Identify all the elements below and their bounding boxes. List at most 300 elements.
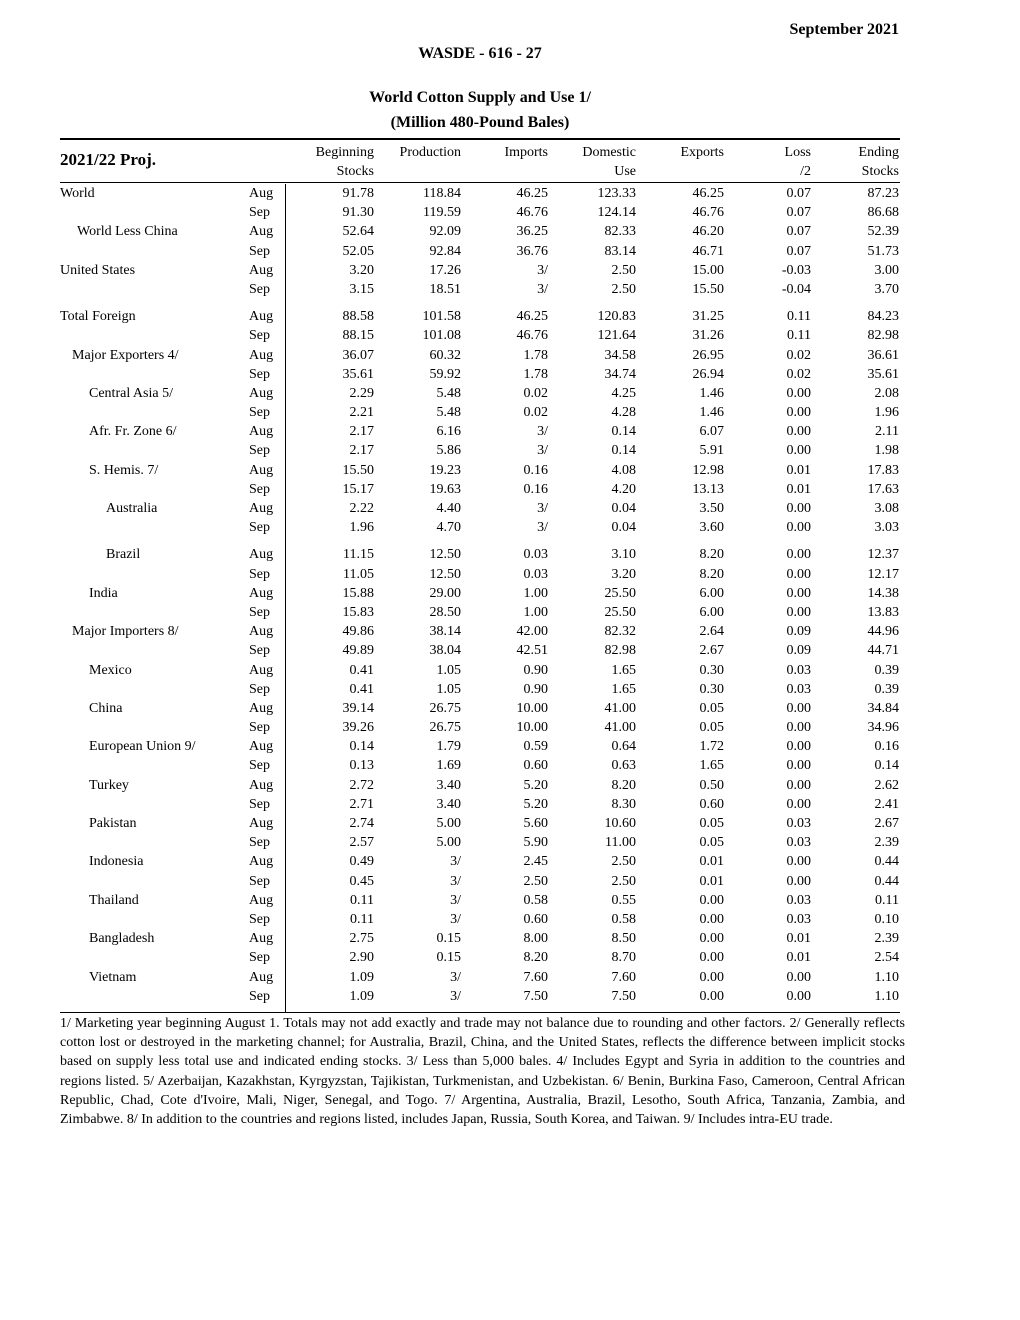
table-cell: 60.32 bbox=[429, 347, 461, 363]
table-cell: 2.90 bbox=[349, 950, 374, 966]
row-month: Aug bbox=[249, 931, 274, 947]
row-month: Aug bbox=[249, 462, 274, 478]
table-cell: 26.95 bbox=[692, 347, 724, 363]
table-cell: 119.59 bbox=[423, 205, 461, 221]
table-cell: 3/ bbox=[450, 988, 461, 1004]
table-cell: 1.10 bbox=[874, 969, 899, 985]
table-cell: 0.39 bbox=[874, 681, 899, 697]
row-month: Sep bbox=[249, 281, 270, 297]
table-cell: 3.20 bbox=[349, 262, 374, 278]
table-row bbox=[0, 756, 1020, 775]
row-month: Sep bbox=[249, 443, 270, 459]
table-cell: 17.26 bbox=[429, 262, 461, 278]
table-cell: 2.45 bbox=[523, 854, 548, 870]
row-label: Indonesia bbox=[89, 854, 144, 870]
row-month: Aug bbox=[249, 624, 274, 640]
table-cell: 3/ bbox=[450, 854, 461, 870]
table-cell: 86.68 bbox=[867, 205, 899, 221]
row-month: Sep bbox=[249, 911, 270, 927]
table-cell: 10.00 bbox=[516, 720, 548, 736]
table-cell: 52.05 bbox=[342, 243, 374, 259]
table-row bbox=[0, 872, 1020, 891]
table-cell: 0.00 bbox=[786, 405, 811, 421]
row-month: Aug bbox=[249, 969, 274, 985]
row-label: European Union 9/ bbox=[89, 739, 196, 755]
table-cell: 0.14 bbox=[349, 739, 374, 755]
table-cell: 0.00 bbox=[786, 604, 811, 620]
row-label: World bbox=[60, 186, 95, 201]
top-rule bbox=[60, 138, 900, 140]
table-row bbox=[0, 929, 1020, 948]
table-row bbox=[0, 852, 1020, 871]
row-label: India bbox=[89, 585, 118, 601]
row-label: United States bbox=[60, 262, 136, 278]
header-rule bbox=[60, 182, 900, 183]
table-cell: 17.83 bbox=[867, 462, 899, 478]
table-cell: 1.96 bbox=[349, 520, 374, 536]
row-label: Pakistan bbox=[89, 816, 137, 831]
table-cell: 3.00 bbox=[874, 262, 899, 278]
column-header-line2: Stocks bbox=[861, 164, 899, 179]
row-month: Sep bbox=[249, 328, 270, 344]
table-cell: 1.05 bbox=[436, 681, 461, 697]
column-header-line1: Beginning bbox=[315, 145, 374, 160]
table-cell: 36.07 bbox=[342, 347, 374, 363]
table-cell: 84.23 bbox=[867, 309, 899, 325]
table-row bbox=[0, 814, 1020, 833]
table-cell: 41.00 bbox=[604, 720, 636, 736]
row-label: S. Hemis. 7/ bbox=[89, 462, 159, 478]
column-header-line1: Imports bbox=[504, 145, 548, 160]
row-month: Aug bbox=[249, 262, 274, 278]
table-cell: 18.51 bbox=[429, 281, 461, 297]
table-cell: 3.60 bbox=[699, 520, 724, 536]
table-cell: 8.50 bbox=[611, 931, 636, 947]
row-month: Sep bbox=[249, 873, 270, 889]
table-row bbox=[0, 422, 1020, 441]
table-cell: 0.63 bbox=[611, 758, 636, 774]
table-cell: 3/ bbox=[537, 501, 548, 516]
table-cell: 41.00 bbox=[604, 700, 636, 716]
table-cell: 0.00 bbox=[699, 892, 724, 908]
table-cell: 1.46 bbox=[699, 405, 724, 421]
table-cell: 1.00 bbox=[523, 585, 548, 601]
table-cell: 0.16 bbox=[874, 739, 899, 755]
table-cell: 2.17 bbox=[349, 424, 374, 440]
table-cell: 0.00 bbox=[699, 911, 724, 927]
table-cell: 1.65 bbox=[611, 662, 636, 678]
table-cell: 0.16 bbox=[523, 462, 548, 478]
table-cell: 2.50 bbox=[523, 873, 548, 889]
table-cell: 0.03 bbox=[786, 911, 811, 927]
table-cell: 0.11 bbox=[787, 309, 811, 325]
row-month: Sep bbox=[249, 205, 270, 221]
table-cell: 36.76 bbox=[516, 243, 548, 259]
column-header-line1: Loss bbox=[784, 145, 811, 160]
table-cell: 88.58 bbox=[342, 309, 374, 325]
table-cell: 8.20 bbox=[611, 777, 636, 793]
table-cell: 8.20 bbox=[699, 547, 724, 563]
table-cell: 0.00 bbox=[699, 969, 724, 985]
row-month: Aug bbox=[249, 309, 274, 325]
table-cell: 46.20 bbox=[692, 224, 724, 240]
table-cell: 14.38 bbox=[867, 585, 899, 601]
row-month: Sep bbox=[249, 366, 270, 382]
table-cell: 6.16 bbox=[436, 424, 461, 440]
table-cell: 39.26 bbox=[342, 720, 374, 736]
table-row bbox=[0, 968, 1020, 987]
table-cell: 2.64 bbox=[699, 624, 724, 640]
table-row bbox=[0, 680, 1020, 699]
row-month: Aug bbox=[249, 854, 274, 870]
table-cell: 0.44 bbox=[874, 873, 899, 889]
table-cell: 92.09 bbox=[429, 224, 461, 240]
table-cell: 3.03 bbox=[874, 520, 899, 536]
table-cell: 4.28 bbox=[611, 405, 636, 421]
table-cell: 0.01 bbox=[699, 854, 724, 870]
table-cell: 25.50 bbox=[604, 585, 636, 601]
table-cell: 0.05 bbox=[699, 816, 724, 831]
table-cell: 82.32 bbox=[604, 624, 636, 640]
table-row bbox=[0, 641, 1020, 660]
table-cell: 0.00 bbox=[786, 969, 811, 985]
column-header-line1: Production bbox=[399, 145, 461, 160]
table-cell: 0.60 bbox=[699, 796, 724, 812]
table-cell: 0.00 bbox=[786, 758, 811, 774]
table-cell: 0.60 bbox=[523, 758, 548, 774]
table-cell: 4.25 bbox=[611, 385, 636, 401]
table-cell: 82.33 bbox=[604, 224, 636, 240]
table-cell: 1.05 bbox=[436, 662, 461, 678]
row-label: Mexico bbox=[89, 662, 132, 678]
row-month: Sep bbox=[249, 520, 270, 536]
table-cell: 2.57 bbox=[349, 835, 374, 851]
table-cell: 0.60 bbox=[523, 911, 548, 927]
table-cell: 0.02 bbox=[786, 366, 811, 382]
column-header-line2: Stocks bbox=[336, 164, 374, 179]
row-label: Afr. Fr. Zone 6/ bbox=[89, 424, 177, 440]
row-month: Aug bbox=[249, 224, 274, 240]
table-cell: 2.67 bbox=[699, 643, 724, 659]
table-cell: 4.20 bbox=[611, 481, 636, 497]
row-month: Aug bbox=[249, 739, 274, 755]
table-cell: 0.00 bbox=[786, 585, 811, 601]
table-row bbox=[0, 584, 1020, 603]
table-row bbox=[0, 499, 1020, 518]
table-cell: 1.00 bbox=[523, 604, 548, 620]
table-cell: 0.00 bbox=[699, 950, 724, 966]
table-cell: 15.88 bbox=[342, 585, 374, 601]
row-month: Sep bbox=[249, 720, 270, 736]
row-month: Aug bbox=[249, 816, 274, 831]
table-cell: 31.25 bbox=[692, 309, 724, 325]
row-label: Bangladesh bbox=[89, 931, 155, 947]
table-cell: 0.14 bbox=[611, 424, 636, 440]
table-cell: 13.13 bbox=[692, 481, 724, 497]
table-cell: 0.04 bbox=[611, 520, 636, 536]
table-cell: 34.96 bbox=[867, 720, 899, 736]
table-cell: 0.05 bbox=[699, 700, 724, 716]
table-row bbox=[0, 737, 1020, 756]
table-cell: 1.10 bbox=[874, 988, 899, 1004]
row-label: China bbox=[89, 700, 123, 716]
table-cell: 0.00 bbox=[786, 796, 811, 812]
table-cell: 0.00 bbox=[786, 443, 811, 459]
table-cell: 1.09 bbox=[349, 969, 374, 985]
table-cell: 0.30 bbox=[699, 662, 724, 678]
table-row bbox=[0, 661, 1020, 680]
table-cell: 12.50 bbox=[429, 547, 461, 563]
table-cell: 11.05 bbox=[343, 566, 374, 582]
row-month: Sep bbox=[249, 481, 270, 497]
table-row bbox=[0, 948, 1020, 967]
table-cell: 0.15 bbox=[436, 950, 461, 966]
table-cell: 0.00 bbox=[786, 566, 811, 582]
table-cell: 3.10 bbox=[611, 547, 636, 563]
table-cell: 2.62 bbox=[874, 777, 899, 793]
table-cell: 51.73 bbox=[867, 243, 899, 259]
table-cell: 29.00 bbox=[429, 585, 461, 601]
table-cell: 46.25 bbox=[516, 186, 548, 201]
table-row bbox=[0, 518, 1020, 537]
table-cell: 6.00 bbox=[699, 585, 724, 601]
table-row bbox=[0, 346, 1020, 365]
row-month: Sep bbox=[249, 643, 270, 659]
table-cell: 46.76 bbox=[516, 205, 548, 221]
table-cell: 0.55 bbox=[611, 892, 636, 908]
table-cell: 6.07 bbox=[699, 424, 724, 440]
table-cell: 2.39 bbox=[874, 931, 899, 947]
table-cell: 2.50 bbox=[611, 281, 636, 297]
row-month: Aug bbox=[249, 777, 274, 793]
column-header bbox=[785, 143, 811, 181]
table-cell: 121.64 bbox=[597, 328, 636, 344]
table-row bbox=[0, 242, 1020, 261]
table-cell: 46.71 bbox=[692, 243, 724, 259]
table-cell: 5.20 bbox=[523, 796, 548, 812]
table-cell: 1.46 bbox=[699, 385, 724, 401]
table-row bbox=[0, 326, 1020, 345]
table-cell: 0.00 bbox=[786, 777, 811, 793]
table-cell: 10.00 bbox=[516, 700, 548, 716]
table-cell: 0.11 bbox=[350, 911, 374, 927]
table-cell: 82.98 bbox=[604, 643, 636, 659]
table-cell: 12.50 bbox=[429, 566, 461, 582]
table-cell: 0.09 bbox=[786, 624, 811, 640]
table-cell: 1.72 bbox=[699, 739, 724, 755]
table-cell: 35.61 bbox=[342, 366, 374, 382]
table-cell: 44.71 bbox=[867, 643, 899, 659]
table-cell: 83.14 bbox=[604, 243, 636, 259]
table-cell: 5.00 bbox=[436, 816, 461, 831]
table-cell: 5.00 bbox=[436, 835, 461, 851]
table-cell: 0.14 bbox=[611, 443, 636, 459]
table-cell: 2.54 bbox=[874, 950, 899, 966]
table-cell: 0.90 bbox=[523, 681, 548, 697]
table-cell: 1.98 bbox=[874, 443, 899, 459]
table-cell: 0.39 bbox=[874, 662, 899, 678]
table-row bbox=[0, 461, 1020, 480]
table-cell: 8.20 bbox=[699, 566, 724, 582]
table-cell: 3.40 bbox=[436, 777, 461, 793]
table-cell: 0.11 bbox=[787, 328, 811, 344]
table-cell: 0.15 bbox=[436, 931, 461, 947]
row-month: Aug bbox=[249, 585, 274, 601]
row-month: Sep bbox=[249, 604, 270, 620]
column-header-line1: Ending bbox=[858, 145, 899, 160]
table-cell: 3/ bbox=[450, 969, 461, 985]
table-cell: 0.03 bbox=[523, 566, 548, 582]
table-row bbox=[0, 545, 1020, 564]
table-cell: 7.50 bbox=[523, 988, 548, 1004]
row-month: Aug bbox=[249, 385, 274, 401]
table-cell: 2.50 bbox=[611, 854, 636, 870]
table-cell: 0.14 bbox=[874, 758, 899, 774]
column-header bbox=[316, 143, 374, 181]
column-header-line2: /2 bbox=[800, 164, 811, 179]
table-cell: 8.00 bbox=[523, 931, 548, 947]
table-cell: 92.84 bbox=[429, 243, 461, 259]
table-cell: 0.50 bbox=[699, 777, 724, 793]
table-cell: 6.00 bbox=[699, 604, 724, 620]
row-month: Aug bbox=[249, 501, 274, 516]
table-cell: 87.23 bbox=[867, 186, 899, 201]
table-cell: 46.25 bbox=[516, 309, 548, 325]
column-header bbox=[504, 143, 548, 181]
table-cell: 1.96 bbox=[874, 405, 899, 421]
table-cell: 120.83 bbox=[597, 309, 636, 325]
table-cell: 0.00 bbox=[786, 520, 811, 536]
table-cell: 28.50 bbox=[429, 604, 461, 620]
table-cell: 5.20 bbox=[523, 777, 548, 793]
table-row bbox=[0, 776, 1020, 795]
table-cell: 101.08 bbox=[422, 328, 461, 344]
table-row bbox=[0, 622, 1020, 641]
table-cell: 26.94 bbox=[692, 366, 724, 382]
report-date: September 2021 bbox=[789, 21, 899, 38]
table-cell: 0.01 bbox=[699, 873, 724, 889]
table-cell: 44.96 bbox=[867, 624, 899, 640]
table-cell: 2.39 bbox=[874, 835, 899, 851]
table-cell: 8.20 bbox=[523, 950, 548, 966]
row-label: Thailand bbox=[89, 892, 139, 908]
column-header bbox=[859, 143, 899, 181]
table-cell: 46.76 bbox=[692, 205, 724, 221]
table-cell: 2.50 bbox=[611, 873, 636, 889]
table-cell: 42.51 bbox=[516, 643, 548, 659]
table-cell: 12.98 bbox=[692, 462, 724, 478]
table-cell: 2.41 bbox=[874, 796, 899, 812]
table-cell: 0.07 bbox=[786, 186, 811, 201]
table-cell: 4.70 bbox=[436, 520, 461, 536]
table-cell: 39.14 bbox=[342, 700, 374, 716]
table-cell: 0.07 bbox=[786, 224, 811, 240]
table-cell: 3.08 bbox=[874, 501, 899, 516]
table-cell: 0.01 bbox=[786, 462, 811, 478]
table-cell: 0.44 bbox=[874, 854, 899, 870]
table-cell: 26.75 bbox=[429, 720, 461, 736]
table-cell: 2.67 bbox=[874, 816, 899, 831]
column-header-line1: Domestic bbox=[582, 145, 636, 160]
table-cell: 52.39 bbox=[867, 224, 899, 240]
table-cell: 36.61 bbox=[867, 347, 899, 363]
table-row bbox=[0, 384, 1020, 403]
table-cell: 0.05 bbox=[699, 720, 724, 736]
table-cell: 8.30 bbox=[611, 796, 636, 812]
table-cell: 91.30 bbox=[342, 205, 374, 221]
table-cell: 0.64 bbox=[611, 739, 636, 755]
row-month: Aug bbox=[249, 424, 274, 440]
table-cell: 3/ bbox=[537, 281, 548, 297]
table-cell: 0.02 bbox=[786, 347, 811, 363]
table-cell: 12.17 bbox=[867, 566, 899, 582]
table-cell: 3.15 bbox=[349, 281, 374, 297]
data-table-body bbox=[0, 184, 1020, 1006]
table-cell: 49.86 bbox=[342, 624, 374, 640]
table-cell: 17.63 bbox=[867, 481, 899, 497]
table-cell: 15.17 bbox=[342, 481, 374, 497]
table-cell: 34.84 bbox=[867, 700, 899, 716]
table-cell: 5.48 bbox=[436, 405, 461, 421]
table-cell: 3.70 bbox=[874, 281, 899, 297]
table-cell: 0.10 bbox=[874, 911, 899, 927]
row-month: Aug bbox=[249, 347, 274, 363]
row-label: Australia bbox=[106, 501, 158, 516]
table-cell: -0.03 bbox=[781, 262, 811, 278]
table-row bbox=[0, 184, 1020, 203]
table-cell: 2.50 bbox=[611, 262, 636, 278]
table-cell: 5.90 bbox=[523, 835, 548, 851]
table-cell: 52.64 bbox=[342, 224, 374, 240]
row-label: Major Exporters 4/ bbox=[72, 347, 179, 363]
table-cell: 0.09 bbox=[786, 643, 811, 659]
row-month: Aug bbox=[249, 892, 274, 908]
table-cell: 0.41 bbox=[349, 662, 374, 678]
table-cell: 1.78 bbox=[523, 366, 548, 382]
table-cell: 0.00 bbox=[699, 988, 724, 1004]
table-cell: 1.69 bbox=[436, 758, 461, 774]
table-row bbox=[0, 307, 1020, 326]
table-row bbox=[0, 441, 1020, 460]
table-cell: 3/ bbox=[537, 424, 548, 440]
table-cell: 34.58 bbox=[604, 347, 636, 363]
table-cell: 0.07 bbox=[786, 243, 811, 259]
footnotes: 1/ Marketing year beginning August 1. Totals may not add exactly and trade may not balance due to rounding and other factors. 2/ Generally reflects cotton lost or destroyed in the marketing channel; for Australia, Brazil, China, and the United States, reflects the difference between implicit stocks based on supply less total use and indicated ending stocks. 3/ Less than 5,000 bales. 4/ Includes Egypt and Syria in addition to the countries and regions listed. 5/ Azerbaijan, Kazakhstan, Kyrgyzstan, Tajikistan, Turkmenistan, and Uzbekistan. 6/ Benin, Burkina Faso, Cameroon, Central African Republic, Chad, Cote d'Ivoire, Mali, Niger, Senegal, and Togo. 7/ Argentina, Australia, Brazil, Lesotho, South Africa, Tanzania, Zambia, and Zimbabwe. 8/ In addition to the countries and regions listed, includes Japan, Russia, South Korea, and Taiwan. 9/ Includes intra-EU trade. bbox=[60, 1016, 905, 1128]
table-cell: 0.00 bbox=[786, 700, 811, 716]
table-cell: 0.00 bbox=[786, 501, 811, 516]
table-cell: 4.08 bbox=[611, 462, 636, 478]
table-cell: 2.74 bbox=[349, 816, 374, 831]
table-row bbox=[0, 261, 1020, 280]
table-cell: 0.58 bbox=[611, 911, 636, 927]
table-row bbox=[0, 833, 1020, 852]
table-cell: 31.26 bbox=[692, 328, 724, 344]
table-cell: 3.50 bbox=[699, 501, 724, 516]
table-cell: 0.00 bbox=[786, 424, 811, 440]
table-cell: 11.15 bbox=[343, 547, 374, 563]
table-row bbox=[0, 987, 1020, 1006]
table-cell: 3/ bbox=[537, 520, 548, 536]
table-cell: 3.20 bbox=[611, 566, 636, 582]
table-cell: 5.48 bbox=[436, 385, 461, 401]
table-title: World Cotton Supply and Use 1/ bbox=[369, 89, 591, 106]
row-label: Vietnam bbox=[89, 969, 137, 985]
table-cell: 2.17 bbox=[349, 443, 374, 459]
table-cell: -0.04 bbox=[781, 281, 811, 297]
table-cell: 59.92 bbox=[429, 366, 461, 382]
table-cell: 0.03 bbox=[786, 681, 811, 697]
table-cell: 0.58 bbox=[523, 892, 548, 908]
